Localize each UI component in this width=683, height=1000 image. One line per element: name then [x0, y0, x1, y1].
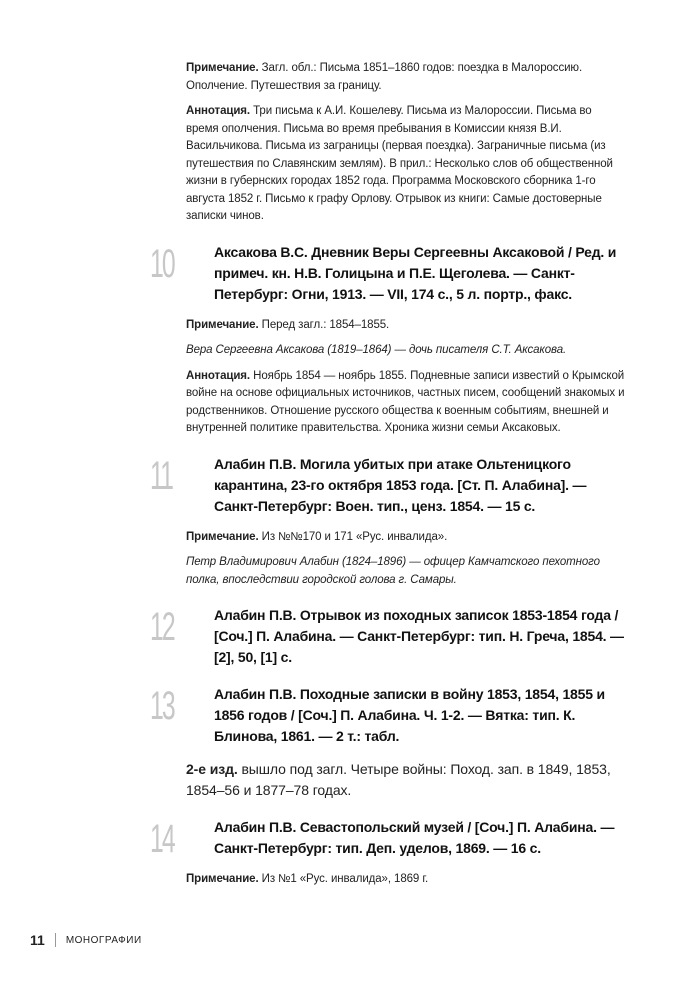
- entry-14: [150, 817, 626, 861]
- entry-number: 14: [150, 817, 174, 861]
- entry-10-bio: Вера Сергеевна Аксакова (1819–1864) — дочь писателя С.Т. Аксакова.: [186, 344, 567, 356]
- entry-title: Алабин П.В. Севастопольский музей / [Соч.] П. Алабина. — Санкт-Петербург: тип. Деп. уделов, 1869. — 16 с.: [214, 819, 615, 856]
- entry-14-note: [186, 871, 626, 889]
- note-label: Примечание.: [186, 62, 259, 74]
- annotation-text: Три письма к А.И. Кошелеву. Письма из Малороссии. Письма во время ополчения. Письма во время пребывания в Комиссии князя В.И. Васильчикова. Письма из заграницы (первая поездка). Заграничные письма (из путешествия по Славянским землям). В прил.: Несколько слов об общественной жизни в губернских городах 1852 года. Программа Московского сборника 1-го августа 1852 г. Письмо к графу Орлову. Отрывок из книги: Самые достоверные записки чинов.: [186, 105, 613, 222]
- page-number: 11: [30, 932, 45, 948]
- note-label: Примечание.: [186, 318, 259, 331]
- note-label: Примечание.: [186, 530, 259, 543]
- entry-title: Алабин П.В. Отрывок из походных записок 1853-1854 года / [Соч.] П. Алабина. — Санкт-Петербург: тип. Н. Греча, 1854. — [2], 50, [1] с.: [214, 607, 624, 665]
- entry-title: Аксакова В.С. Дневник Веры Сергеевны Аксаковой / Ред. и примеч. кн. Н.В. Голицына и П.Е. Щеголева. — Санкт-Петербург: Огни, 1913. — VII, 174 с., 5 л. портр., факс.: [214, 243, 617, 302]
- entry-10-annotation: [186, 368, 626, 438]
- entry-11-bio: Петр Владимирович Алабин (1824–1896) — офицер Камчатского пехотного полка, впоследствии городской голова г. Самары.: [186, 556, 600, 586]
- annotation-top: [186, 103, 626, 226]
- annotation-label: Аннотация.: [186, 369, 251, 382]
- entry-number: 12: [150, 605, 174, 649]
- note-top: [186, 60, 626, 95]
- section-name: МОНОГРАФИИ: [65, 934, 142, 946]
- edition-label: 2-е изд.: [186, 761, 238, 777]
- entry-13: [150, 684, 626, 747]
- entry-11-note: [186, 529, 626, 547]
- entry-number: 13: [150, 684, 174, 728]
- annotation-text: Ноябрь 1854 — ноябрь 1855. Подневные записи известий о Крымской войне на основе официальных источников, частных писем, сообщений знакомых и родственников. Отношение русского общества к военным событиям, внешней и внутренней политике правительства. Хроника жизни семьи Аксаковых.: [186, 369, 625, 434]
- entry-number: 10: [150, 241, 174, 286]
- note-label: Примечание.: [186, 873, 259, 885]
- edition-text: вышло под загл. Четыре войны: Поход. зап. в 1849, 1853, 1854–56 и 1877–78 годах.: [186, 761, 611, 798]
- entry-title: Алабин П.В. Могила убитых при атаке Ольтеницкого карантина, 23-го октября 1853 года. [Ст. П. Алабина]. — Санкт-Петербург: Воен. тип., ценз. 1854. — 15 с.: [214, 455, 587, 514]
- note-text: Из №№170 и 171 «Рус. инвалида».: [261, 530, 448, 543]
- entry-11: [150, 453, 626, 517]
- page-content: [150, 60, 626, 897]
- entry-12: [150, 605, 626, 668]
- entry-13-edition: [186, 759, 626, 801]
- note-text: Перед загл.: 1854–1855.: [261, 318, 390, 331]
- entry-10-note: [186, 317, 626, 335]
- note-text: Из №1 «Рус. инвалида», 1869 г.: [261, 873, 429, 885]
- annotation-label: Аннотация.: [186, 105, 251, 117]
- entry-title: Алабин П.В. Походные записки в войну 1853, 1854, 1855 и 1856 годов / [Соч.] П. Алабина. Ч. 1-2. — Вятка: тип. К. Блинова, 1861. — 2 т.: табл.: [214, 686, 605, 744]
- entry-10: [150, 241, 626, 305]
- footer-divider: [55, 933, 56, 947]
- page-footer: [30, 932, 142, 948]
- note-text: Загл. обл.: Письма 1851–1860 годов: поездка в Малороссию. Ополчение. Путешествия за границу.: [186, 62, 583, 92]
- entry-number: 11: [150, 453, 173, 498]
